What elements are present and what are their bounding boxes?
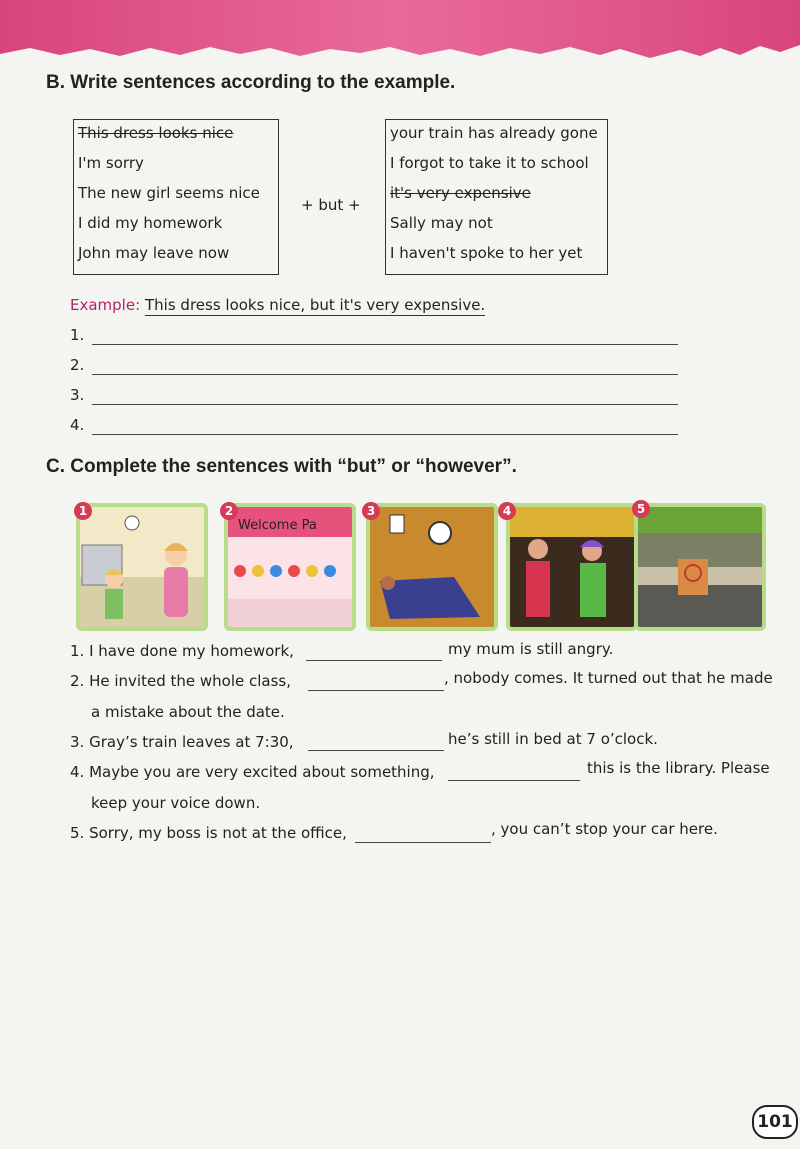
sentence-end: , you can’t stop your car here. [491, 820, 718, 838]
picture-number-badge: 5 [632, 500, 650, 518]
banner-text: Welcome Pa [238, 518, 317, 533]
sentence-start: He invited the whole class, [89, 672, 291, 690]
sentence-start: Maybe you are very excited about something, [89, 763, 435, 781]
picture-still-in-bed [366, 503, 498, 631]
picture-homework-mum [76, 503, 208, 631]
answer-line[interactable] [92, 374, 678, 375]
sentence-4 [70, 763, 435, 781]
sentence-end: my mum is still angry. [448, 640, 614, 658]
section-c-title: C. Complete the sentences with “but” or “however”. [46, 456, 517, 477]
parking-sign-illustration [638, 507, 762, 627]
left-phrase: This dress looks nice [78, 124, 234, 142]
blank-2[interactable] [308, 690, 444, 691]
blank-5[interactable] [355, 842, 491, 843]
sentence-continuation: keep your voice down. [91, 794, 261, 812]
answer-line[interactable] [92, 404, 678, 405]
sentence-start: Sorry, my boss is not at the office, [89, 824, 347, 842]
sentence-3 [70, 733, 294, 751]
sentence-number: 1. [70, 642, 85, 660]
picture-welcome-party [224, 503, 356, 631]
left-phrase: I'm sorry [78, 154, 144, 172]
sentence-number: 4. [70, 763, 85, 781]
connector-label: + but + [301, 196, 361, 214]
picture-number-badge: 4 [498, 502, 516, 520]
left-phrase-box [73, 119, 279, 275]
sentence-start: Gray’s train leaves at 7:30, [89, 733, 294, 751]
blank-3[interactable] [308, 750, 444, 751]
sentence-continuation: a mistake about the date. [91, 703, 285, 721]
bed-illustration [370, 507, 494, 627]
sentence-start: I have done my homework, [89, 642, 294, 660]
picture-no-parking [634, 503, 766, 631]
left-phrase: John may leave now [78, 244, 230, 262]
right-phrase-box [385, 119, 608, 275]
answer-number: 4. [70, 416, 85, 434]
answer-line[interactable] [92, 434, 678, 435]
right-phrase: it's very expensive [390, 184, 531, 202]
answer-number: 3. [70, 386, 85, 404]
blank-4[interactable] [448, 780, 580, 781]
sentence-end: he’s still in bed at 7 o’clock. [448, 730, 658, 748]
picture-library [506, 503, 638, 631]
answer-line[interactable] [92, 344, 678, 345]
right-phrase: I forgot to take it to school [390, 154, 589, 172]
right-phrase: I haven't spoke to her yet [390, 244, 583, 262]
picture-number-badge: 3 [362, 502, 380, 520]
picture-number-badge: 1 [74, 502, 92, 520]
sentence-end: this is the library. Please [587, 759, 770, 777]
left-phrase: The new girl seems nice [78, 184, 260, 202]
section-b-title: B. Write sentences according to the example. [46, 72, 456, 93]
top-banner [0, 0, 800, 70]
sentence-2 [70, 672, 291, 690]
sentence-1 [70, 642, 294, 660]
example-label: Example: [70, 296, 141, 314]
answer-number: 1. [70, 326, 85, 344]
blank-1[interactable] [306, 660, 442, 661]
sentence-number: 3. [70, 733, 85, 751]
left-phrase: I did my homework [78, 214, 223, 232]
right-phrase: Sally may not [390, 214, 493, 232]
sentence-number: 5. [70, 824, 85, 842]
mum-and-boy-illustration [80, 507, 204, 627]
party-illustration [228, 507, 352, 627]
right-phrase: your train has already gone [390, 124, 598, 142]
sentence-end: , nobody comes. It turned out that he made [444, 669, 773, 687]
example-sentence: This dress looks nice, but it's very expensive. [145, 296, 486, 314]
picture-number-badge: 2 [220, 502, 238, 520]
library-illustration [510, 507, 634, 627]
answer-number: 2. [70, 356, 85, 374]
sentence-number: 2. [70, 672, 85, 690]
page-number: 101 [752, 1105, 798, 1139]
sentence-5 [70, 824, 347, 842]
